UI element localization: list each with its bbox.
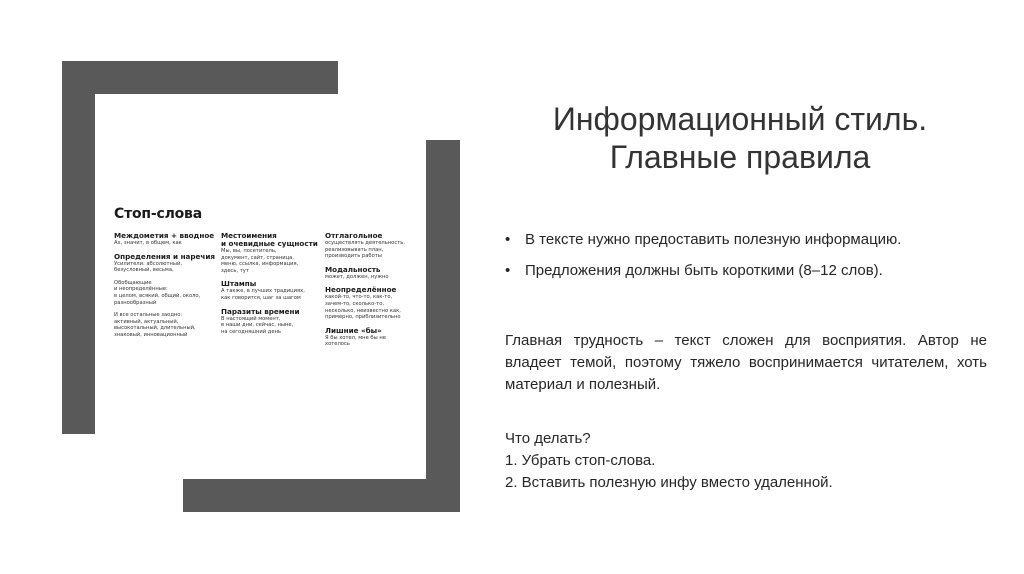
- card-text: может, должен, нужно: [325, 273, 389, 280]
- card-heading: Лишние «бы»: [325, 325, 382, 335]
- bullet-text: В тексте нужно предоставить полезную информацию.: [525, 231, 902, 248]
- stop-words-card: [112, 200, 412, 380]
- todo-section: [505, 428, 985, 494]
- card-text: В настоящий момент, в наши дни, сейчас, ныне, на сегодняшний день: [221, 315, 294, 335]
- frame-bar-right: [426, 140, 460, 512]
- card-text: Мы, вы, посетитель, документ, сайт, страница, меню, ссылка, информация, здесь, тут: [221, 248, 299, 274]
- frame-bar-left: [62, 61, 95, 434]
- card-column-2: [221, 232, 325, 341]
- card-text: Я бы хотел, мне бы не хотелось: [325, 334, 386, 348]
- card-text: Обобщающие и неопределённые: в целом, всякий, общий, около, разнообразный: [114, 279, 201, 306]
- bullet-dot-icon: •: [505, 262, 511, 279]
- bullet-text: Предложения должны быть короткими (8–12 слов).: [525, 262, 883, 279]
- todo-item: 1. Убрать стоп-слова.: [505, 452, 656, 469]
- bullet-item: [505, 261, 1005, 280]
- todo-heading: Что делать?: [505, 430, 591, 447]
- card-column-3: [325, 232, 417, 354]
- card-title: Стоп-слова: [114, 206, 202, 222]
- todo-item: 2. Вставить полезную инфу вместо удаленной.: [505, 474, 833, 491]
- card-heading: Отглагольное: [325, 231, 383, 240]
- main-difficulty-paragraph: Главная трудность – текст сложен для восприятия. Автор не владеет темой, поэтому тяжело воспринимается читателем, хоть материал и полезный.: [505, 332, 987, 393]
- card-heading: Штампы: [221, 279, 257, 289]
- card-text: А также, в лучших традициях, как говорится, шаг за шагом: [221, 288, 305, 301]
- card-heading: Модальность: [325, 264, 381, 274]
- card-heading: Паразиты времени: [221, 306, 300, 316]
- card-column-1: [114, 232, 218, 345]
- card-text: И все остальные заодно: активный, актуальный, высокотальный, длительный, знаковый, инновационный: [114, 312, 196, 338]
- card-text: осуществлять деятельность, реализовывать план, производить работы: [325, 240, 405, 260]
- bullet-list: [505, 230, 1005, 292]
- bullet-dot-icon: •: [505, 231, 511, 248]
- card-text: Ах, значит, в общем, как: [114, 240, 182, 246]
- slide-title: [500, 100, 980, 176]
- slide-title-line-2: Главные правила: [609, 139, 871, 175]
- slide-title-line-1: Информационный стиль.: [552, 101, 928, 137]
- card-text: Усилители: абсолютный, безусловный, весьма,: [114, 260, 182, 274]
- card-heading: Местоимения и очевидные сущности: [221, 231, 318, 248]
- bullet-item: [505, 230, 1005, 249]
- card-text: какой-то, что-то, как-то, зачем-то, сколько-то, несколько, неизвестно как, примерно, приблизительно: [325, 294, 401, 321]
- frame-bar-top: [62, 61, 338, 94]
- card-heading: Междометия + вводное: [114, 231, 215, 240]
- card-heading: Определения и наречия: [114, 251, 215, 261]
- frame-bar-bottom: [183, 479, 460, 512]
- card-heading: Неопределённое: [325, 285, 397, 295]
